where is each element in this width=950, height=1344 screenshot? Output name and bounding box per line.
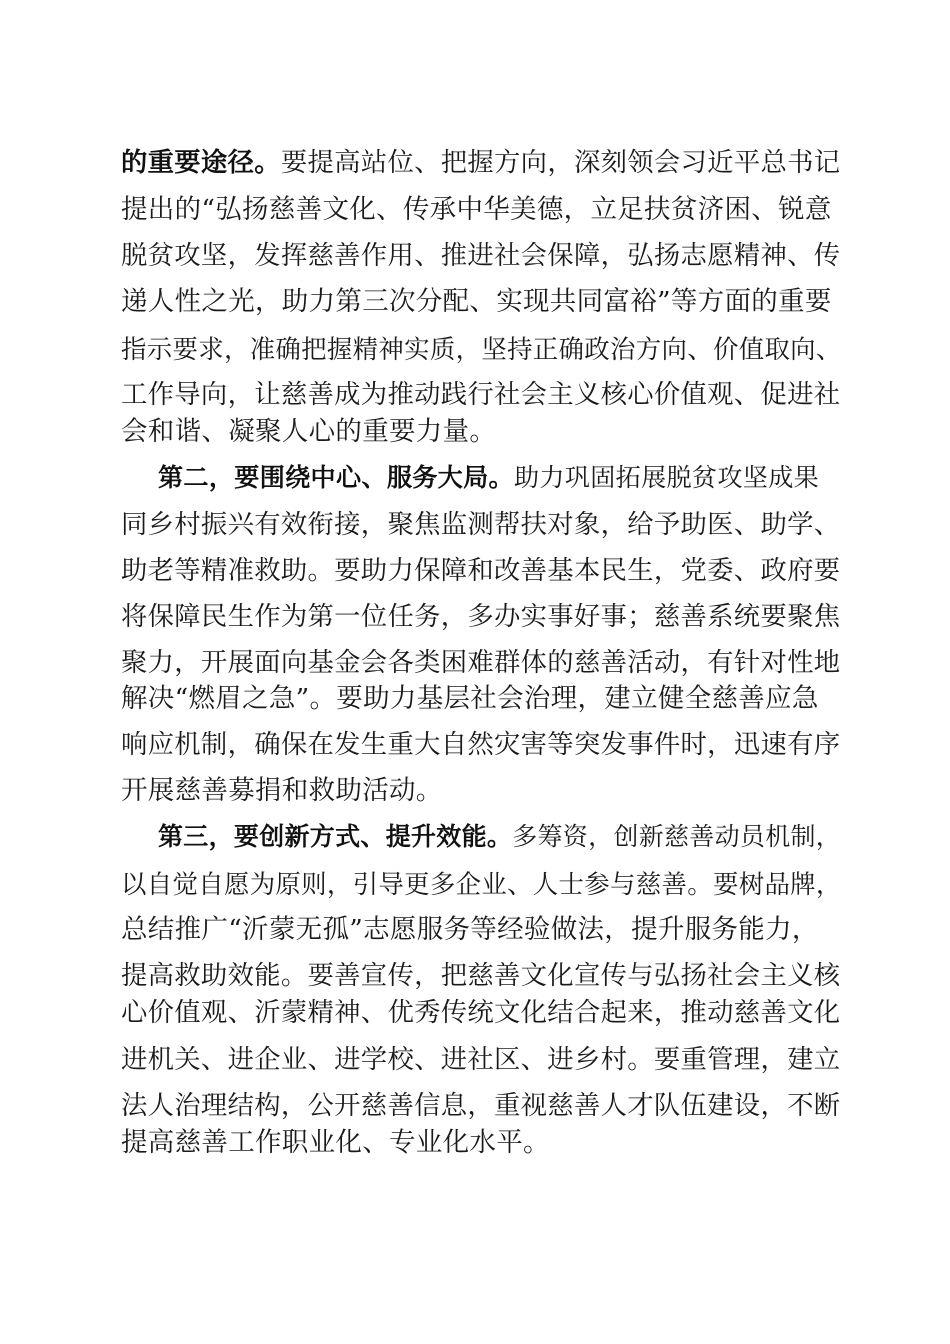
paragraph-2-line-5: 聚力，开展面向基金会各类困难群体的慈善活动，有针对性地 xyxy=(121,648,841,678)
paragraph-1-line-1 xyxy=(121,143,841,183)
paragraph-1-line-7: 会和谐、凝聚人心的重要力量。 xyxy=(121,416,497,447)
paragraph-1-line-3: 脱贫攻坚，发挥慈善作用、推进社会保障，弘扬志愿精神、传 xyxy=(121,241,841,271)
paragraph-1-line-5: 指示要求，准确把握精神实质，坚持正确政治方向、价值取向、 xyxy=(121,334,842,364)
paragraph-2-line-3: 助老等精准救助。要助力保障和改善基本民生，党委、政府要 xyxy=(121,556,841,586)
bold-lead-phrase: 第三，要创新方式、提升效能。 xyxy=(158,822,513,851)
paragraph-3-line-6: 进机关、进企业、进学校、进社区、进乡村。要重管理，建立 xyxy=(121,1045,841,1075)
paragraph-3-line-5: 心价值观、沂蒙精神、优秀传统文化结合起来，推动慈善文化 xyxy=(121,998,841,1028)
paragraph-1-line-2: 提出的“弘扬慈善文化、传承中华美德，立足扶贫济困、锐意 xyxy=(121,194,832,225)
paragraph-2-line-1 xyxy=(158,458,878,498)
line-text: 多筹资，创新慈善动员机制， xyxy=(512,822,842,851)
paragraph-2-line-2: 同乡村振兴有效衔接，聚焦监测帮扶对象，给予助医、助学、 xyxy=(121,510,841,540)
paragraph-2-line-4: 将保障民生作为第一位任务，多办实事好事；慈善系统要聚焦 xyxy=(121,602,841,632)
paragraph-2-line-8: 开展慈善募捐和救助活动。 xyxy=(121,775,443,806)
line-text: 要提高站位、把握方向，深刻领会习近平总书记 xyxy=(280,148,841,178)
bold-lead-phrase: 的重要途径。 xyxy=(121,148,281,178)
paragraph-3-line-2: 以自觉自愿为原则，引导更多企业、人士参与慈善。要树品牌， xyxy=(121,869,842,899)
paragraph-3-line-8: 提高慈善工作职业化、专业化水平。 xyxy=(121,1127,550,1158)
paragraph-2-line-6: 解决“燃眉之急”。要助力基层社会治理，建立健全慈善应急 xyxy=(121,683,819,714)
bold-lead-phrase: 第二，要围绕中心、服务大局。 xyxy=(158,463,514,492)
paragraph-3-line-4: 提高救助效能。要善宣传，把慈善文化宣传与弘扬社会主义核 xyxy=(121,961,841,991)
paragraph-1-line-6: 工作导向，让慈善成为推动践行社会主义核心价值观、促进社 xyxy=(121,380,841,410)
paragraph-3-line-3: 总结推广“沂蒙无孤”志愿服务等经验做法，提升服务能力， xyxy=(121,914,819,945)
paragraph-3-line-1 xyxy=(158,817,878,857)
paragraph-2-line-7: 响应机制，确保在发生重大自然灾害等突发事件时，迅速有序 xyxy=(121,730,841,760)
line-text: 助力巩固拓展脱贫攻坚成果 xyxy=(513,463,820,492)
paragraph-3-line-7: 法人治理结构，公开慈善信息，重视慈善人才队伍建设，不断 xyxy=(121,1091,841,1121)
paragraph-1-line-4: 递人性之光，助力第三次分配、实现共同富裕”等方面的重要 xyxy=(121,286,832,317)
